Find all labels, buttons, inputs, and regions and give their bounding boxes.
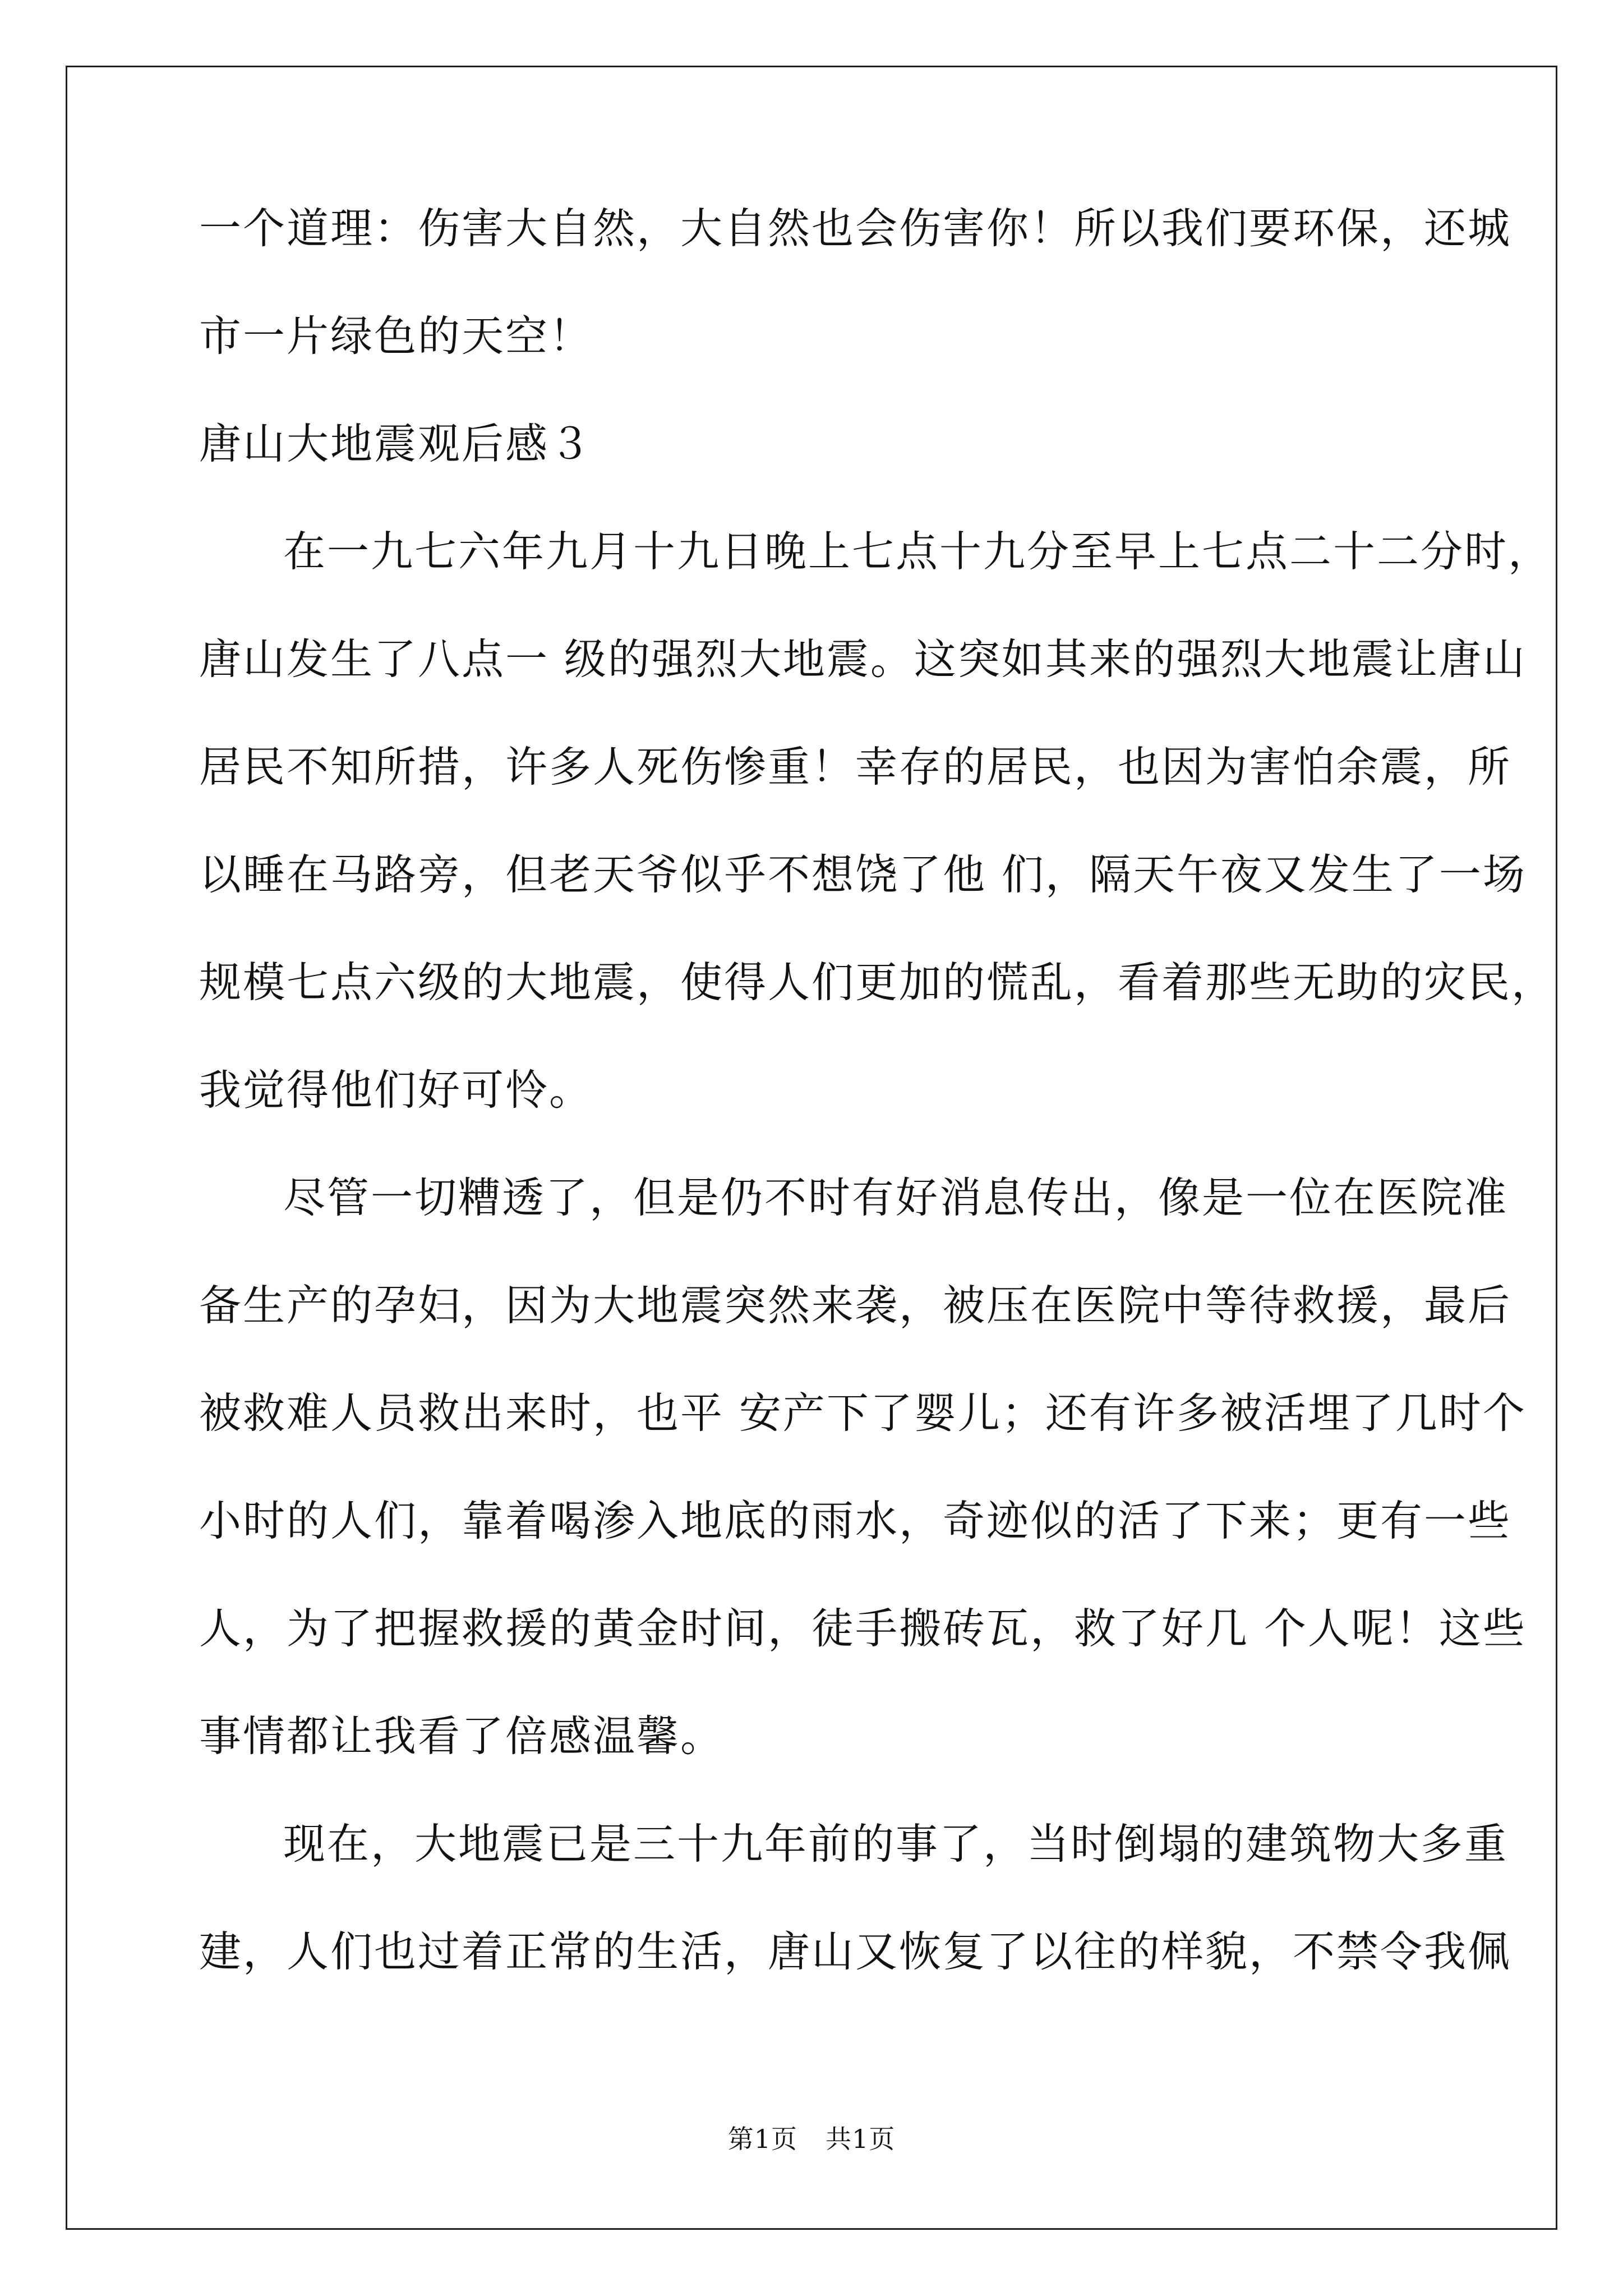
text-line: 在一九七六年九月十九日晚上七点十九分至早上七点二十二分时， xyxy=(283,527,1552,576)
text-line: 被救难人员救出来时，也平 安产下了婴儿；还有许多被活埋了几时个 xyxy=(199,1388,1527,1438)
text-line: 事情都让我看了倍感温馨。 xyxy=(199,1711,725,1761)
page-footer xyxy=(0,2126,1623,2152)
text-line: 备生产的孕妇，因为大地震突然来袭，被压在医院中等待救援，最后 xyxy=(199,1281,1512,1330)
text-line: 人，为了把握救援的黄金时间，徒手搬砖瓦，救了好几 个人呢！这些 xyxy=(199,1604,1527,1653)
text-line: 唐山发生了八点一 级的强烈大地震。这突如其来的强烈大地震让唐山 xyxy=(199,634,1527,684)
text-line: 以睡在马路旁，但老天爷似乎不想饶了他 们，隔天午夜又发生了一场 xyxy=(199,850,1527,899)
document-body xyxy=(199,204,1556,2039)
page-number: 第1页 xyxy=(727,2124,797,2154)
text-line: 一个道理：伤害大自然，大自然也会伤害你！所以我们要环保，还城 xyxy=(199,204,1512,253)
page-total: 共1页 xyxy=(826,2124,896,2154)
text-line: 规模七点六级的大地震，使得人们更加的慌乱，看着那些无助的灾民， xyxy=(199,958,1556,1007)
text-line: 现在，大地震已是三十九年前的事了，当时倒塌的建筑物大多重 xyxy=(283,1819,1509,1869)
text-line: 建，人们也过着正常的生活，唐山又恢复了以往的样貌，不禁令我佩 xyxy=(199,1927,1512,1976)
section-heading: 唐山大地震观后感３ xyxy=(199,419,593,468)
text-line: 市一片绿色的天空！ xyxy=(199,311,593,361)
text-line: 居民不知所措，许多人死伤惨重！幸存的居民，也因为害怕余震，所 xyxy=(199,742,1512,792)
text-line: 小时的人们，靠着喝渗入地底的雨水，奇迹似的活了下来；更有一些 xyxy=(199,1496,1512,1545)
text-line: 尽管一切糟透了，但是仍不时有好消息传出，像是一位在医院准 xyxy=(283,1173,1509,1222)
text-line: 我觉得他们好可怜。 xyxy=(199,1065,593,1115)
